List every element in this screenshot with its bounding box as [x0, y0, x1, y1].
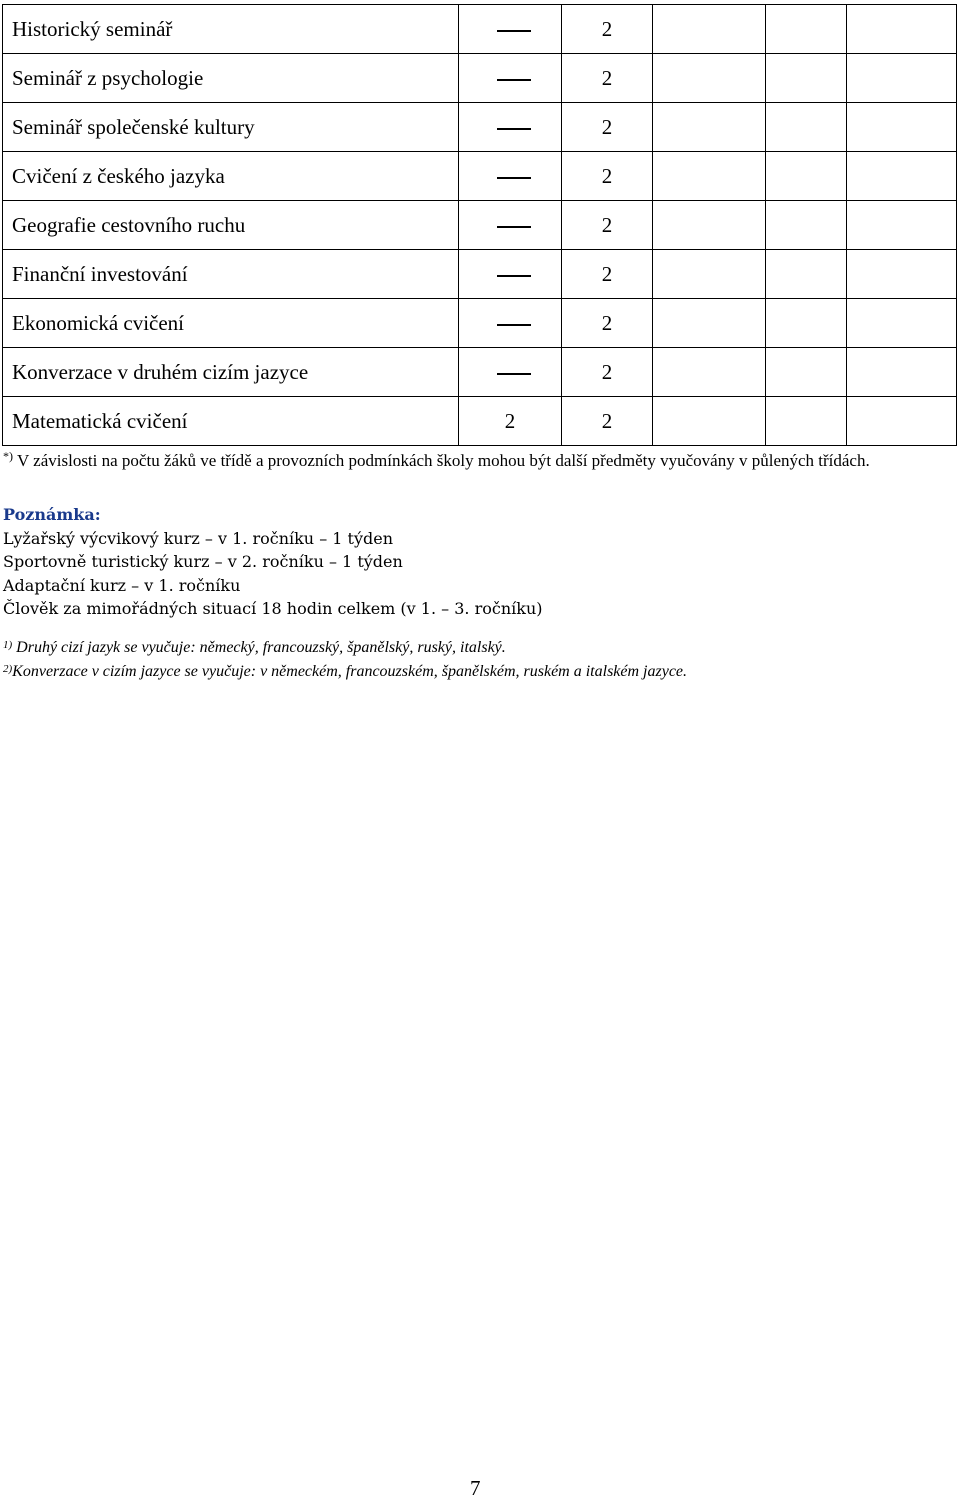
hours-cell-2: 2	[562, 348, 653, 397]
empty-cell	[847, 397, 957, 446]
empty-cell	[653, 54, 766, 103]
empty-cell	[766, 397, 847, 446]
dash-mark	[497, 275, 531, 277]
hours-cell-2: 2	[562, 103, 653, 152]
dash-mark	[497, 79, 531, 81]
empty-cell	[653, 348, 766, 397]
remarks-block	[3, 503, 903, 621]
hours-cell-1	[459, 299, 562, 348]
hours-cell-2: 2	[562, 201, 653, 250]
hours-cell-1	[459, 5, 562, 54]
empty-cell	[653, 5, 766, 54]
footnote-mark: 1)	[3, 639, 13, 651]
hours-cell-2: 2	[562, 152, 653, 201]
table-row	[3, 5, 957, 54]
empty-cell	[847, 152, 957, 201]
empty-cell	[653, 250, 766, 299]
subject-name-cell: Seminář z psychologie	[3, 54, 459, 103]
dash-mark	[497, 177, 531, 179]
footnote-text: Druhý cizí jazyk se vyučuje: německý, francouzský, španělský, ruský, italský.	[12, 639, 506, 656]
subject-name-cell: Matematická cvičení	[3, 397, 459, 446]
footnote-mark: 2)	[3, 663, 13, 675]
footnote-2	[3, 660, 943, 684]
empty-cell	[766, 201, 847, 250]
remark-line: Sportovně turistický kurz – v 2. ročníku – 1 týden	[3, 552, 403, 571]
empty-cell	[766, 348, 847, 397]
hours-cell-1	[459, 103, 562, 152]
empty-cell	[766, 54, 847, 103]
remark-line: Lyžařský výcvikový kurz – v 1. ročníku – 1 týden	[3, 528, 394, 548]
footnote-1	[3, 636, 943, 660]
note-text: V závislosti na počtu žáků ve třídě a provozních podmínkách školy mohou být další předměty vyučovány v půlených třídách.	[13, 451, 870, 470]
subject-name-cell: Cvičení z českého jazyka	[3, 152, 459, 201]
hours-cell-2: 2	[562, 250, 653, 299]
table-row	[3, 250, 957, 299]
subject-name-cell: Konverzace v druhém cizím jazyce	[3, 348, 459, 397]
empty-cell	[766, 152, 847, 201]
hours-cell-1	[459, 54, 562, 103]
hours-cell-1	[459, 250, 562, 299]
hours-cell-2: 2	[562, 397, 653, 446]
hours-cell-1: 2	[459, 397, 562, 446]
empty-cell	[653, 152, 766, 201]
empty-cell	[653, 397, 766, 446]
footnotes-block	[3, 636, 943, 684]
table-row	[3, 103, 957, 152]
dash-mark	[497, 373, 531, 375]
subject-name-cell: Seminář společenské kultury	[3, 103, 459, 152]
hours-cell-1	[459, 348, 562, 397]
subjects-table-body	[3, 5, 957, 446]
empty-cell	[847, 299, 957, 348]
empty-cell	[766, 5, 847, 54]
dash-mark	[497, 324, 531, 326]
subject-name-cell: Ekonomická cvičení	[3, 299, 459, 348]
subject-name-cell: Finanční investování	[3, 250, 459, 299]
hours-cell-2: 2	[562, 54, 653, 103]
table-row	[3, 348, 957, 397]
subject-name-cell: Historický seminář	[3, 5, 459, 54]
hours-cell-1	[459, 152, 562, 201]
empty-cell	[847, 5, 957, 54]
empty-cell	[847, 250, 957, 299]
dash-mark	[497, 128, 531, 130]
empty-cell	[766, 250, 847, 299]
page-number: 7	[470, 1476, 481, 1500]
empty-cell	[847, 54, 957, 103]
table-row	[3, 54, 957, 103]
empty-cell	[847, 201, 957, 250]
remark-line: Člověk za mimořádných situací 18 hodin celkem (v 1. – 3. ročníku)	[3, 599, 543, 618]
hours-cell-2: 2	[562, 299, 653, 348]
dash-mark	[497, 226, 531, 228]
table-row	[3, 397, 957, 446]
subjects-table	[2, 4, 957, 446]
note-half-classes	[3, 448, 943, 473]
empty-cell	[766, 299, 847, 348]
empty-cell	[847, 348, 957, 397]
remark-line: Adaptační kurz – v 1. ročníku	[3, 575, 241, 595]
empty-cell	[653, 201, 766, 250]
subject-name-cell: Geografie cestovního ruchu	[3, 201, 459, 250]
empty-cell	[766, 103, 847, 152]
hours-cell-2: 2	[562, 5, 653, 54]
note-mark: *)	[3, 449, 13, 463]
empty-cell	[847, 103, 957, 152]
table-row	[3, 299, 957, 348]
footnote-text: Konverzace v cizím jazyce se vyučuje: v německém, francouzském, španělském, ruském a italském jazyce.	[12, 663, 688, 680]
empty-cell	[653, 299, 766, 348]
table-row	[3, 201, 957, 250]
table-row	[3, 152, 957, 201]
hours-cell-1	[459, 201, 562, 250]
empty-cell	[653, 103, 766, 152]
remarks-heading: Poznámka:	[3, 505, 101, 524]
dash-mark	[497, 30, 531, 32]
